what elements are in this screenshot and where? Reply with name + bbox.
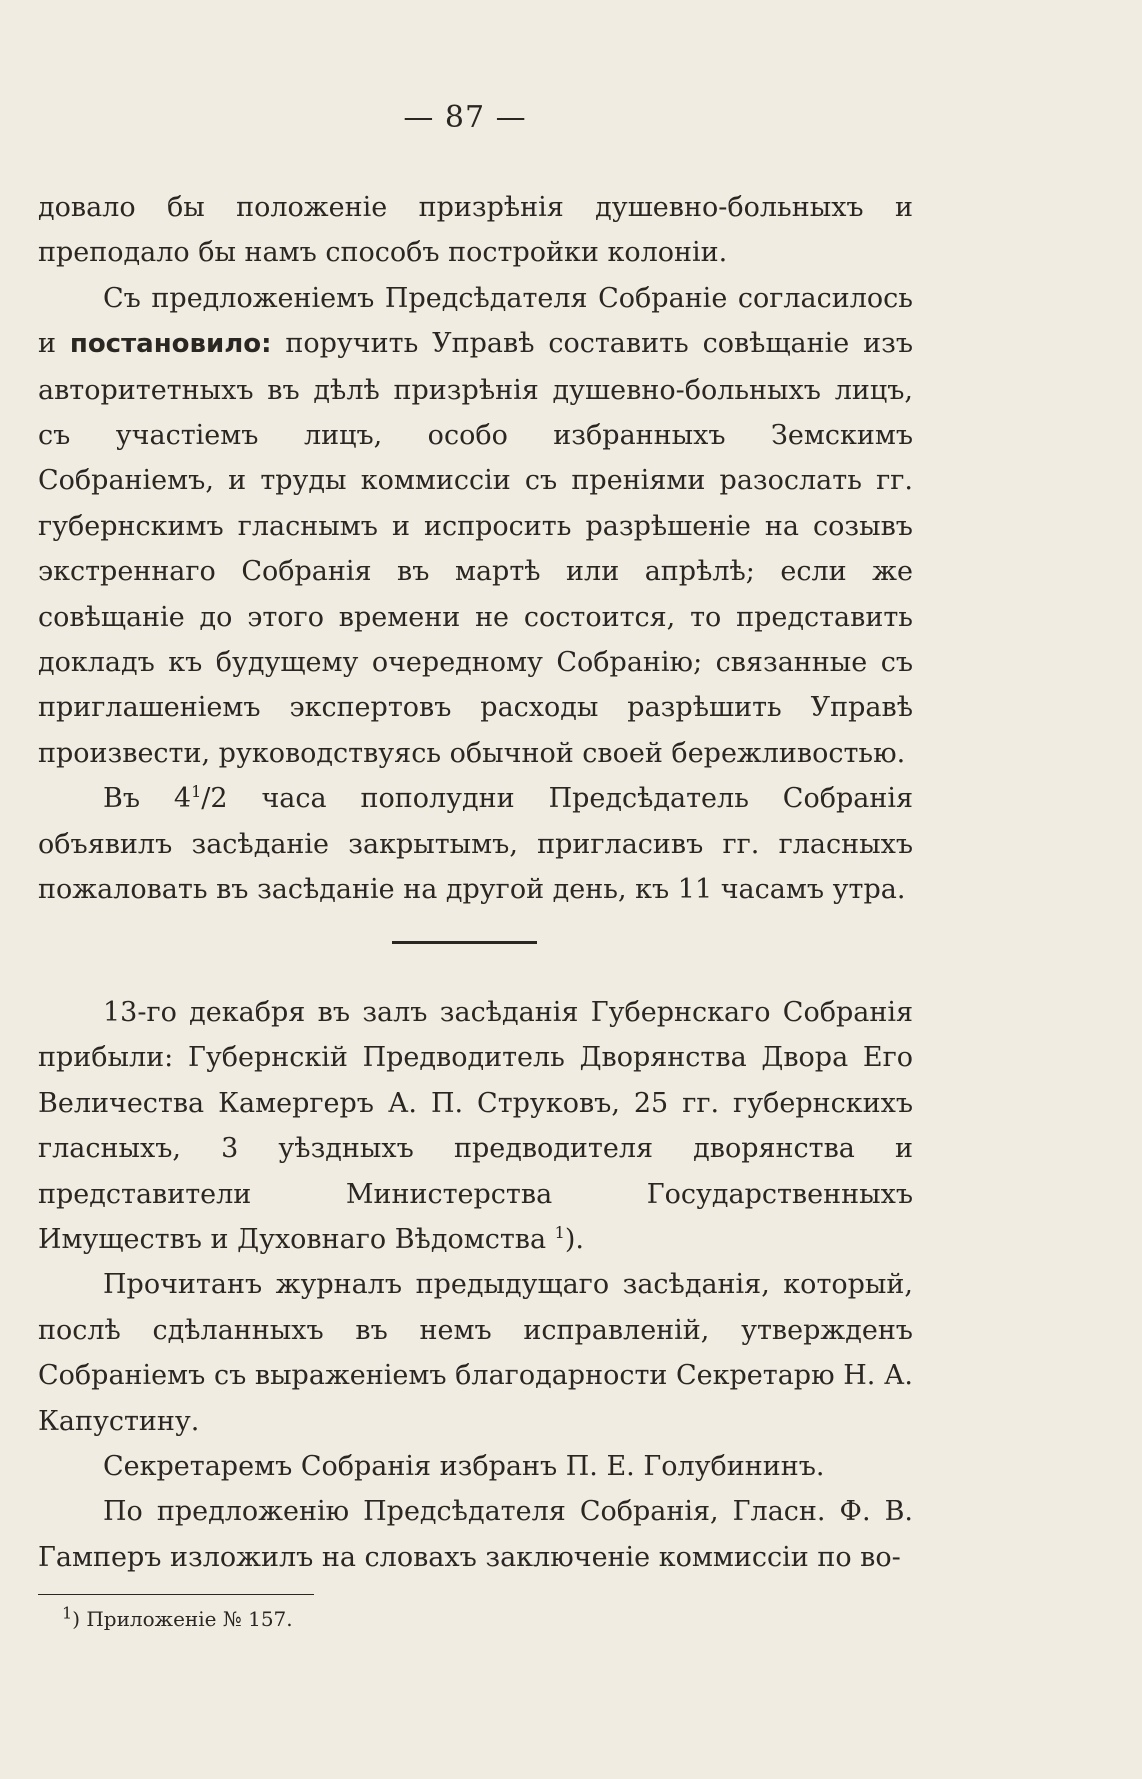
- section-separator: [392, 941, 537, 944]
- paragraph-proposal: [38, 1489, 913, 1580]
- paragraph-closing: [38, 776, 913, 912]
- footnote-marker: 1: [554, 1223, 565, 1243]
- paragraph-continuation: [38, 185, 913, 276]
- paragraph-attendance: [38, 990, 913, 1262]
- paragraph-text: 13-го декабря въ залъ засѣданія Губернскаго Собранія прибыли: Губернскій Предводитель Дворянства Двора Его Величества Камергеръ А. П. Струковъ, 25 гг. губернскихъ гласныхъ, 3 уѣздныхъ предводителя дворянства и представители Министерства Государственныхъ Имуществъ и Духовнаго Вѣдомства: [38, 997, 913, 1256]
- paragraph-journal: [38, 1262, 913, 1444]
- bold-keyword: постановило:: [69, 329, 272, 360]
- footnote: [62, 1604, 293, 1634]
- page-number: — 87 —: [403, 100, 527, 135]
- paragraph-resolution: [38, 276, 913, 776]
- footnote-rule: [38, 1594, 314, 1595]
- fraction-numerator: 1: [191, 782, 202, 802]
- paragraph-text: По предложенію Предсѣдателя Собранія, Гласн. Ф. В. Гамперъ изложилъ на словахъ заключеніе коммиссіи по во-: [38, 1496, 913, 1573]
- paragraph-text: поручить Управѣ составить совѣщаніе изъ авторитетныхъ въ дѣлѣ призрѣнія душевно-больныхъ лицъ, съ участіемъ лицъ, особо избранныхъ Земскимъ Собраніемъ, и труды коммиссіи съ преніями разослать гг. губернскимъ гласнымъ и испросить разрѣшеніе на созывъ экстреннаго Собранія въ мартѣ или апрѣлѣ; если же совѣщаніе до этого времени не состоится, то представить докладъ къ будущему очередному Собранію; связанные съ приглашеніемъ экспертовъ расходы разрѣшить Управѣ произвести, руководствуясь обычной своей бережливостью.: [38, 328, 914, 769]
- paragraph-text: довало бы положеніе призрѣнія душевно-больныхъ и преподало бы намъ способъ постройки колоніи.: [38, 192, 913, 269]
- paragraph-lead: Съ предложеніемъ Предсѣдателя Собраніе согласилось и: [38, 282, 913, 360]
- footnote-text: ) Приложеніе № 157.: [72, 1607, 293, 1631]
- paragraph-text: ).: [564, 1224, 584, 1256]
- paragraph-secretary: [38, 1444, 913, 1489]
- paragraph-text: /2 часа пополудни Предсѣдатель Собранія объявилъ засѣданіе закрытымъ, пригласивъ гг. гласныхъ пожаловать въ засѣданіе на другой день, къ 11 часамъ утра.: [38, 783, 913, 906]
- top-text-block: [38, 185, 913, 913]
- bottom-text-block: [38, 990, 913, 1580]
- paragraph-text: Прочитанъ журналъ предыдущаго засѣданія, который, послѣ сдѣланныхъ въ немъ исправленій, утвержденъ Собраніемъ съ выраженіемъ благодарности Секретарю Н. А. Капустину.: [38, 1269, 913, 1437]
- paragraph-lead: Въ 4: [103, 783, 192, 815]
- footnote-marker: 1: [62, 1603, 73, 1623]
- paragraph-text: Секретаремъ Собранія избранъ П. Е. Голубининъ.: [103, 1451, 825, 1483]
